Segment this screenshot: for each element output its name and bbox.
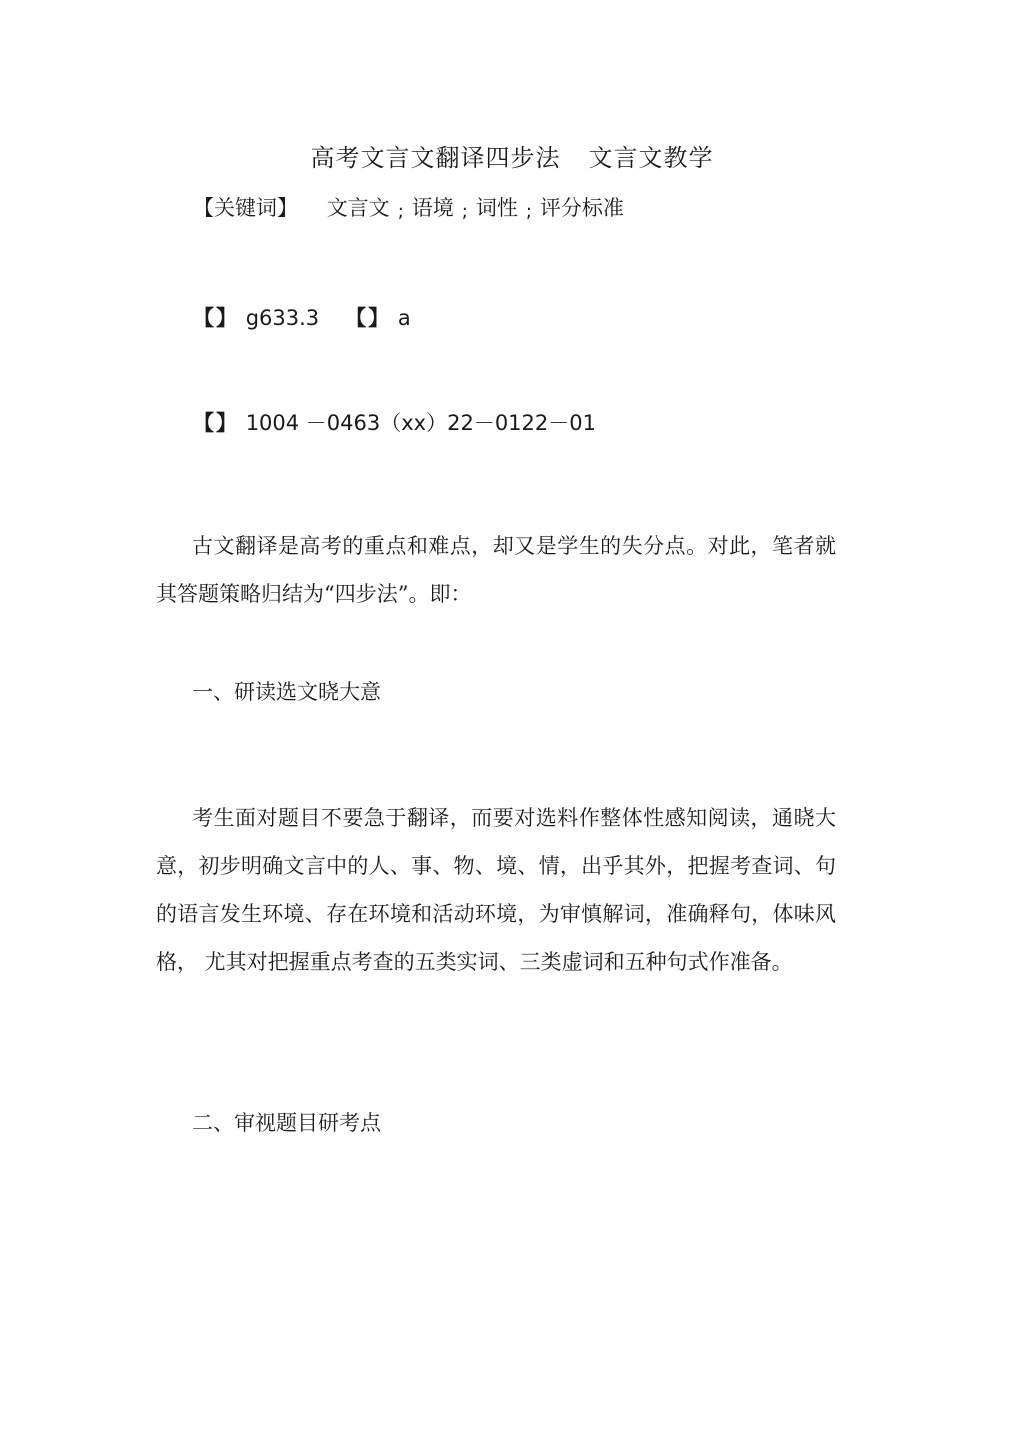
keywords-label: 【关键词】: [193, 196, 298, 220]
keyword-item: 词性: [475, 196, 518, 220]
keyword-item: 语境: [411, 196, 454, 220]
keyword-separator: ;: [461, 201, 468, 222]
classification-line: [193, 302, 411, 332]
section-heading-2: 二、审视题目研考点: [192, 1111, 381, 1135]
keyword-item: 文言文: [326, 196, 390, 220]
classification-bracket: 【】: [193, 305, 239, 330]
document-title: [0, 138, 1024, 173]
title-main: 高考文言文翻译四步法: [310, 144, 561, 172]
section-heading-1: 一、研读选文晓大意: [192, 680, 381, 704]
keywords-line: [193, 192, 624, 222]
section-1-paragraph: 考生面对题目不要急于翻译，而要对选料作整体性感知阅读，通晓大意，初步明确文言中的人、事、物、境、情，出乎其外，把握考查词、句的语言发生环境、存在环境和活动环境，为审慎解词，准确释句，体味风格， 尤其对把握重点考查的五类实词、三类虚词和五种句式作准备。: [156, 806, 836, 974]
keyword-separator: ;: [397, 201, 404, 222]
keyword-separator: ;: [525, 201, 532, 222]
classification-code: g633.3: [245, 306, 320, 330]
article-number-bracket: 【】: [193, 410, 239, 435]
article-number: 1004 －0463（xx）22－0122－01: [245, 411, 596, 435]
title-sub: 文言文教学: [588, 144, 714, 172]
keyword-item: 评分标准: [539, 196, 624, 220]
doc-code: a: [397, 306, 411, 330]
intro-paragraph: 古文翻译是高考的重点和难点，却又是学生的失分点。对此，笔者就其答题策略归结为“四步法”。即：: [156, 534, 836, 606]
doc-code-bracket: 【】: [345, 305, 392, 330]
article-number-line: [193, 407, 596, 437]
